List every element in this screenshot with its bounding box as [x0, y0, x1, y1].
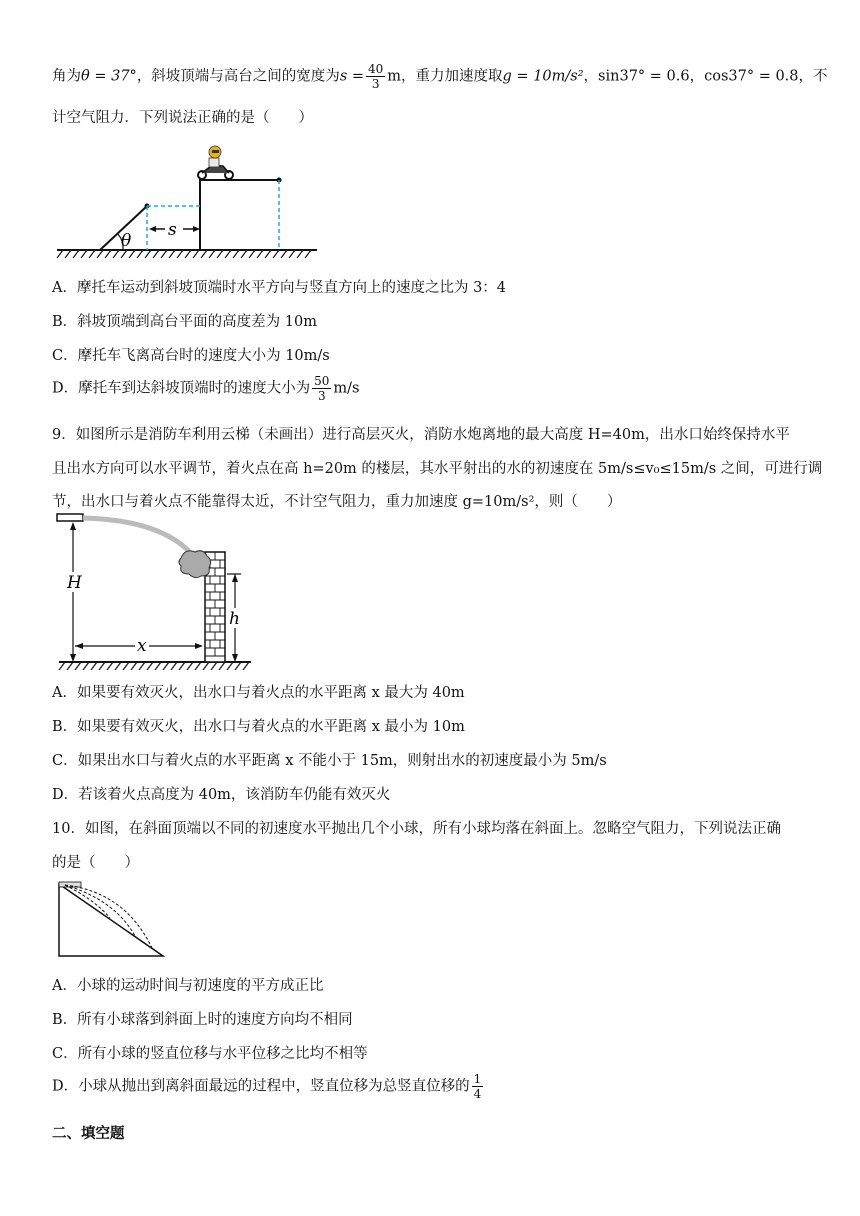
s-label: s [168, 220, 177, 240]
s-fraction: $\frac{40}{3}$ [368, 62, 384, 91]
q8-option-d[interactable]: D．摩托车到达斜坡顶端时的速度大小为 $\frac{50}{3}$ m/s [52, 374, 360, 403]
q10-option-d[interactable]: D．小球从抛出到离斜面最远的过程中，竖直位移为总竖直位移的 $\frac{1}{4}$ [52, 1072, 482, 1101]
motorcycle-icon [198, 146, 233, 179]
theta-label: θ [121, 231, 132, 251]
q10-option-c[interactable]: C．所有小球的竖直位移与水平位移之比均不相等 [52, 1046, 368, 1062]
q9-option-b[interactable]: B．如果要有效灭火，出水口与着火点的水平距离 x 最小为 10m [52, 719, 465, 735]
q8-stem-line2: 计空气阻力．下列说法正确的是（ ） [52, 110, 313, 126]
q10-d-fraction: $\frac{1}{4}$ [473, 1072, 482, 1101]
q8-option-c[interactable]: C．摩托车飞离高台时的速度大小为 10m/s [52, 348, 330, 364]
motorcycle-ramp-figure [55, 142, 325, 262]
q10-option-b[interactable]: B．所有小球落到斜面上时的速度方向均不相同 [52, 1012, 353, 1028]
q10-option-a[interactable]: A．小球的运动时间与初速度的平方成正比 [52, 978, 324, 994]
q9-option-d[interactable]: D．若该着火点高度为 40m，该消防车仍能有效灭火 [52, 787, 391, 803]
q8-stem-line1: 角为θ = 37°，斜坡顶端与高台之间的宽度为s = $\frac{40}{3}$ m，重力加速度取g = 10m/s²，sin37° = 0.6，cos37° = 0.8，不 [52, 62, 828, 91]
fire-hose-figure [55, 510, 255, 672]
x-label: x [137, 636, 147, 656]
q8-option-b[interactable]: B．斜坡顶端到高台平面的高度差为 10m [52, 314, 317, 330]
incline-projectile-figure [55, 880, 170, 960]
q10-stem-line1: 10．如图，在斜面顶端以不同的初速度水平抛出几个小球，所有小球均落在斜面上。忽略空气阻力，下列说法正确 [52, 821, 781, 837]
q8-option-a[interactable]: A．摩托车运动到斜坡顶端时水平方向与竖直方向上的速度之比为 3：4 [52, 280, 507, 296]
q9-stem-line3: 节，出水口与着火点不能靠得太近，不计空气阻力，重力加速度 g=10m/s²，则（ ） [52, 494, 622, 510]
q9-stem-line1: 9．如图所示是消防车利用云梯（未画出）进行高层灭火，消防水炮离地的最大高度 H=40m，出水口始终保持水平 [52, 427, 790, 443]
q10-stem-line2: 的是（ ） [52, 855, 139, 871]
q9-stem-line2: 且出水方向可以水平调节，着火点在高 h=20m 的楼层，其水平射出的水的初速度在 5m/s≤v₀≤15m/s 之间，可进行调 [52, 461, 823, 477]
q9-option-c[interactable]: C．如果出水口与着火点的水平距离 x 不能小于 15m，则射出水的初速度最小为 5m/s [52, 753, 607, 769]
H-label: H [67, 573, 82, 593]
h-label: h [229, 609, 240, 629]
d-fraction: $\frac{50}{3}$ [314, 374, 330, 403]
q9-option-a[interactable]: A．如果要有效灭火，出水口与着火点的水平距离 x 最大为 40m [52, 685, 465, 701]
section-heading: 二、填空题 [52, 1126, 125, 1142]
